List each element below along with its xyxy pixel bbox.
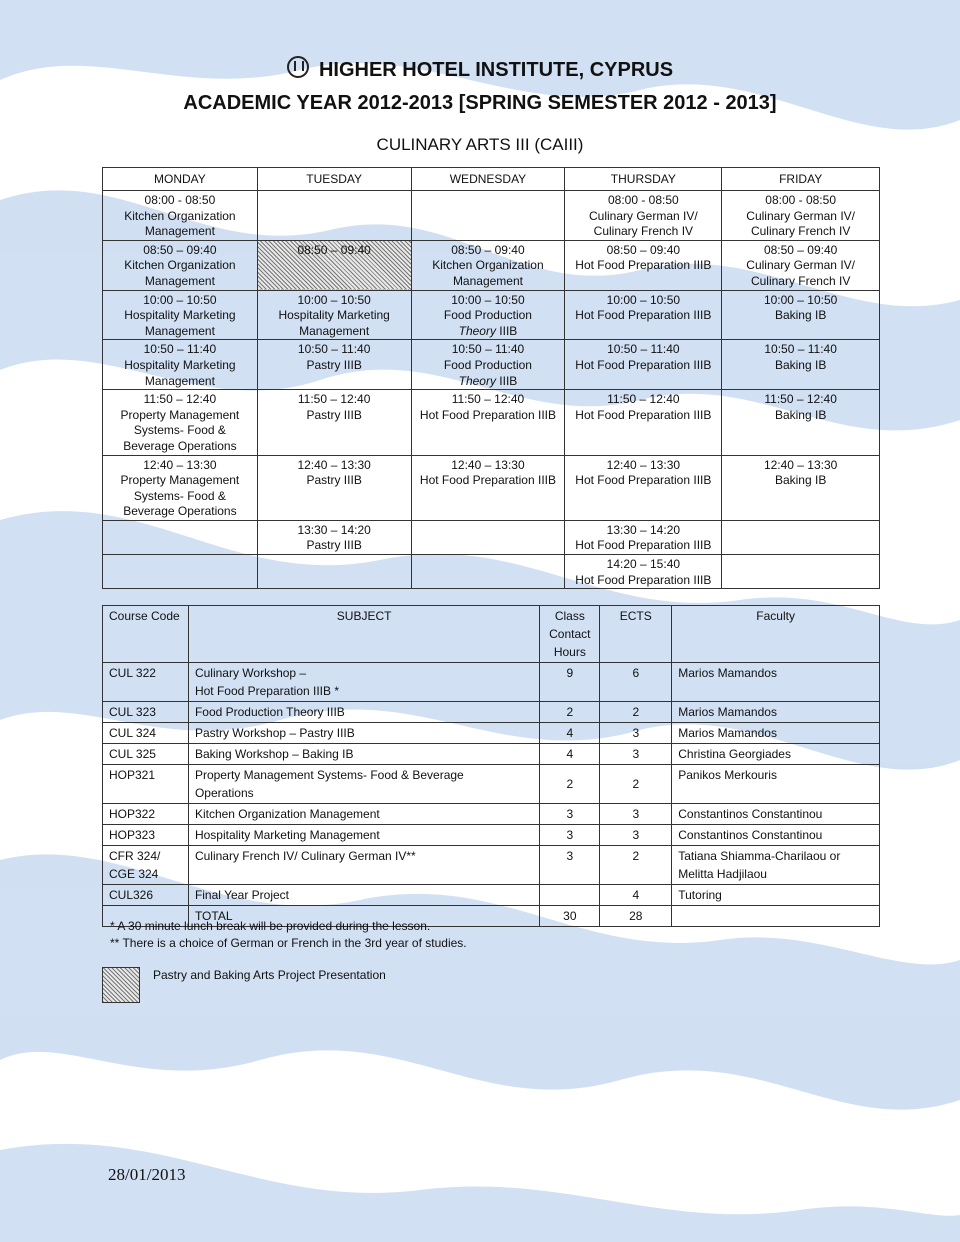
total-ects: 28 bbox=[600, 906, 672, 927]
slot-time: 10:00 – 10:50 bbox=[297, 292, 371, 307]
course-code: HOP321 bbox=[103, 765, 189, 804]
slot-subject: Property Management bbox=[120, 407, 240, 422]
code-line: CFR 324/ bbox=[109, 849, 161, 863]
faculty-line: Melitta Hadjilaou bbox=[678, 867, 767, 881]
table-row bbox=[103, 702, 880, 723]
schedule-cell bbox=[565, 555, 722, 589]
schedule-cell bbox=[722, 191, 880, 241]
slot-time: 11:50 – 12:40 bbox=[451, 392, 525, 407]
total-empty-cell bbox=[672, 906, 880, 927]
subject-line: Hot Food Preparation IIIB * bbox=[194, 684, 340, 698]
footnotes bbox=[110, 918, 467, 952]
schedule-cell bbox=[411, 340, 565, 390]
schedule-cell bbox=[722, 340, 880, 390]
course-code bbox=[103, 846, 189, 885]
header-class-contact-hours bbox=[540, 606, 600, 663]
schedule-cell bbox=[722, 455, 880, 520]
slot-time: 10:00 – 10:50 bbox=[606, 292, 681, 307]
slot-subject: Management bbox=[299, 323, 370, 338]
schedule-cell bbox=[722, 240, 880, 290]
programme-title: CULINARY ARTS III (CAIII) bbox=[376, 135, 584, 154]
schedule-cell bbox=[103, 455, 258, 520]
day-header-friday: FRIDAY bbox=[722, 168, 880, 191]
schedule-cell bbox=[103, 390, 258, 455]
slot-subject: Systems- Food & bbox=[133, 488, 226, 503]
table-row bbox=[103, 846, 880, 885]
schedule-cell bbox=[565, 340, 722, 390]
schedule-cell bbox=[411, 240, 565, 290]
header-ects: ECTS bbox=[600, 606, 672, 663]
slot-subject: Theory IIIB bbox=[458, 323, 518, 338]
schedule-cell bbox=[565, 455, 722, 520]
subject-name: Hospitality Marketing Management bbox=[188, 825, 539, 846]
subject-name bbox=[188, 663, 539, 702]
slot-subject: Hot Food Preparation IIIB bbox=[419, 407, 556, 422]
schedule-cell bbox=[565, 191, 722, 241]
subject-name: Baking Workshop – Baking IB bbox=[188, 744, 539, 765]
slot-subject: Hospitality Marketing bbox=[124, 357, 236, 372]
schedule-row bbox=[103, 240, 880, 290]
slot-subject: Management bbox=[144, 273, 215, 288]
schedule-cell bbox=[722, 390, 880, 455]
schedule-row bbox=[103, 455, 880, 520]
subject-name: Food Production Theory IIIB bbox=[188, 702, 539, 723]
schedule-header-row bbox=[103, 168, 880, 191]
slot-subject: Food Production bbox=[443, 308, 532, 323]
institute-name: HIGHER HOTEL INSTITUTE, CYPRUS bbox=[318, 59, 674, 81]
slot-subject: Kitchen Organization bbox=[432, 258, 544, 273]
ects-value: 2 bbox=[600, 702, 672, 723]
slot-subject: Systems- Food & bbox=[133, 423, 226, 438]
ects-value: 2 bbox=[600, 765, 672, 804]
slot-subject: Hot Food Preparation IIIB bbox=[575, 572, 712, 587]
schedule-cell bbox=[257, 290, 411, 340]
ects-value: 4 bbox=[600, 885, 672, 906]
slot-time: 10:50 – 11:40 bbox=[451, 342, 525, 357]
ects-value: 3 bbox=[600, 825, 672, 846]
schedule-cell bbox=[257, 455, 411, 520]
slot-subject: Kitchen Organization bbox=[124, 208, 236, 223]
schedule-cell bbox=[565, 290, 722, 340]
slot-time: 12:40 – 13:30 bbox=[606, 457, 681, 472]
faculty-name: Panikos Merkouris bbox=[672, 765, 880, 804]
ects-value: 3 bbox=[600, 804, 672, 825]
slot-time: 08:50 – 09:40 bbox=[606, 242, 681, 257]
schedule-cell-empty bbox=[103, 555, 258, 589]
schedule-cell-empty bbox=[722, 555, 880, 589]
slot-time: 08:00 - 08:50 bbox=[607, 193, 679, 207]
slot-subject: Baking IB bbox=[774, 473, 827, 488]
header-course-code: Course Code bbox=[103, 606, 189, 663]
schedule-cell bbox=[257, 340, 411, 390]
contact-hours bbox=[540, 885, 600, 906]
schedule-cell-empty bbox=[103, 520, 258, 554]
slot-time: 08:00 - 08:50 bbox=[144, 193, 216, 207]
faculty-name bbox=[672, 846, 880, 885]
table-row bbox=[103, 663, 880, 702]
slot-subject: Beverage Operations bbox=[123, 438, 237, 453]
subject-name: Kitchen Organization Management bbox=[188, 804, 539, 825]
faculty-name: Christina Georgiades bbox=[672, 744, 880, 765]
slot-subject: Baking IB bbox=[774, 357, 827, 372]
slot-subject: Culinary French IV bbox=[593, 224, 694, 239]
slot-subject: Hot Food Preparation IIIB bbox=[419, 473, 556, 488]
subjects-header-row bbox=[103, 606, 880, 663]
slot-time: 11:50 – 12:40 bbox=[607, 392, 680, 407]
slot-subject: Culinary German IV/ bbox=[746, 258, 855, 273]
slot-subject: Baking IB bbox=[774, 308, 827, 323]
schedule-cell bbox=[411, 290, 565, 340]
slot-time: 08:50 – 09:40 bbox=[763, 242, 838, 257]
table-row bbox=[103, 825, 880, 846]
slot-subject: Pastry IIIB bbox=[306, 538, 362, 553]
header-faculty: Faculty bbox=[672, 606, 880, 663]
day-header-tuesday: TUESDAY bbox=[257, 168, 411, 191]
contact-hours: 3 bbox=[540, 846, 600, 885]
schedule-cell bbox=[565, 240, 722, 290]
theory-italic-text: Theory bbox=[458, 373, 496, 388]
slot-subject: Hot Food Preparation IIIB bbox=[575, 538, 712, 553]
contact-hours: 3 bbox=[540, 804, 600, 825]
slot-time: 08:50 – 09:40 bbox=[143, 242, 217, 257]
slot-time: 10:00 – 10:50 bbox=[451, 292, 525, 307]
slot-time: 10:50 – 11:40 bbox=[143, 342, 217, 357]
subject-name: Final Year Project bbox=[188, 885, 539, 906]
slot-subject: Hot Food Preparation IIIB bbox=[575, 308, 712, 323]
schedule-cell-project-presentation bbox=[257, 240, 411, 290]
slot-time: 10:00 – 10:50 bbox=[143, 292, 217, 307]
slot-time: 08:50 – 09:40 bbox=[451, 242, 525, 257]
slot-subject: Culinary German IV/ bbox=[588, 208, 698, 223]
slot-time: 10:50 – 11:40 bbox=[297, 342, 371, 357]
ects-value: 3 bbox=[600, 744, 672, 765]
schedule-cell bbox=[257, 390, 411, 455]
schedule-cell-empty bbox=[257, 191, 411, 241]
schedule-cell bbox=[103, 340, 258, 390]
slot-subject: Hot Food Preparation IIIB bbox=[575, 473, 712, 488]
total-label: TOTAL bbox=[188, 906, 539, 927]
subject-name: Culinary French IV/ Culinary German IV** bbox=[188, 846, 539, 885]
legend-label: Pastry and Baking Arts Project Presentation bbox=[153, 968, 386, 982]
faculty-line: Tatiana Shiamma-Charilaou or bbox=[678, 849, 841, 863]
document-date: 28/01/2013 bbox=[108, 1165, 186, 1184]
schedule-cell bbox=[257, 520, 411, 554]
subject-line: Culinary Workshop – bbox=[194, 666, 307, 680]
legend-hatch-swatch bbox=[102, 967, 140, 1003]
subject-line: Operations bbox=[194, 786, 254, 800]
schedule-row bbox=[103, 191, 880, 241]
slot-time: 12:40 – 13:30 bbox=[763, 457, 838, 472]
header-hours-line: Class bbox=[554, 609, 585, 623]
slot-subject: Theory IIIB bbox=[458, 373, 518, 388]
schedule-cell bbox=[103, 240, 258, 290]
table-row bbox=[103, 723, 880, 744]
subject-name bbox=[188, 765, 539, 804]
subjects-table bbox=[102, 605, 880, 927]
slot-subject: Management bbox=[144, 224, 215, 239]
slot-subject: Management bbox=[144, 373, 215, 388]
contact-hours: 2 bbox=[540, 702, 600, 723]
slot-subject: Hospitality Marketing bbox=[278, 308, 390, 323]
table-row bbox=[103, 765, 880, 804]
schedule-row bbox=[103, 555, 880, 589]
schedule-row bbox=[103, 520, 880, 554]
day-header-thursday: THURSDAY bbox=[565, 168, 722, 191]
slot-subject: Culinary French IV bbox=[750, 273, 851, 288]
slot-subject: Property Management bbox=[120, 473, 240, 488]
contact-hours: 4 bbox=[540, 723, 600, 744]
slot-subject: Beverage Operations bbox=[123, 504, 237, 519]
header-hours-line: Hours bbox=[553, 645, 586, 659]
slot-subject: Management bbox=[452, 273, 523, 288]
slot-time: 11:50 – 12:40 bbox=[297, 392, 371, 407]
course-code: CUL 324 bbox=[103, 723, 189, 744]
schedule-cell bbox=[722, 290, 880, 340]
course-code: CUL326 bbox=[103, 885, 189, 906]
faculty-name: Constantinos Constantinou bbox=[672, 825, 880, 846]
course-code: CUL 323 bbox=[103, 702, 189, 723]
schedule-cell bbox=[103, 191, 258, 241]
slot-subject: Hot Food Preparation IIIB bbox=[575, 258, 712, 273]
day-header-monday: MONDAY bbox=[103, 168, 258, 191]
schedule-cell-empty bbox=[722, 520, 880, 554]
schedule-cell bbox=[411, 455, 565, 520]
footnote-language-choice: ** There is a choice of German or French in the 3rd year of studies. bbox=[110, 936, 467, 950]
schedule-cell bbox=[103, 290, 258, 340]
ects-value: 3 bbox=[600, 723, 672, 744]
faculty-name: Constantinos Constantinou bbox=[672, 804, 880, 825]
schedule-cell-empty bbox=[411, 191, 565, 241]
slot-time: 08:00 - 08:50 bbox=[765, 193, 836, 207]
slot-time: 11:50 – 12:40 bbox=[764, 392, 837, 407]
contact-hours: 4 bbox=[540, 744, 600, 765]
slot-subject: Kitchen Organization bbox=[124, 258, 236, 273]
theory-italic-text: Theory bbox=[458, 323, 496, 338]
contact-hours: 3 bbox=[540, 825, 600, 846]
schedule-row bbox=[103, 390, 880, 455]
slot-subject: Hot Food Preparation IIIB bbox=[575, 407, 712, 422]
slot-subject: Baking IB bbox=[774, 407, 827, 422]
table-row bbox=[103, 885, 880, 906]
slot-time: 10:50 – 11:40 bbox=[764, 342, 837, 357]
subject-line: Property Management Systems- Food & Beverage bbox=[194, 768, 464, 782]
slot-time: 10:50 – 11:40 bbox=[607, 342, 680, 357]
schedule-cell bbox=[411, 390, 565, 455]
contact-hours: 2 bbox=[540, 765, 600, 804]
faculty-name: Marios Mamandos bbox=[672, 723, 880, 744]
slot-time: 14:20 – 15:40 bbox=[606, 557, 681, 572]
header-subject: SUBJECT bbox=[188, 606, 539, 663]
slot-subject: Pastry IIIB bbox=[306, 407, 362, 422]
weekly-schedule-table bbox=[102, 167, 880, 589]
slot-subject: Management bbox=[144, 323, 215, 338]
schedule-cell-empty bbox=[411, 520, 565, 554]
slot-subject: Culinary French IV bbox=[750, 224, 851, 239]
course-code: CUL 322 bbox=[103, 663, 189, 702]
slot-time: 13:30 – 14:20 bbox=[606, 522, 681, 537]
slot-time: 13:30 – 14:20 bbox=[297, 522, 371, 537]
day-header-wednesday: WEDNESDAY bbox=[411, 168, 565, 191]
slot-time: 08:50 – 09:40 bbox=[297, 242, 371, 257]
institute-title bbox=[0, 56, 960, 82]
table-row bbox=[103, 744, 880, 765]
slot-subject: Pastry IIIB bbox=[306, 357, 362, 372]
subject-name: Pastry Workshop – Pastry IIIB bbox=[188, 723, 539, 744]
contact-hours: 9 bbox=[540, 663, 600, 702]
schedule-row bbox=[103, 290, 880, 340]
header-hours-line: Contact bbox=[549, 627, 591, 641]
ects-value: 6 bbox=[600, 663, 672, 702]
course-code: HOP323 bbox=[103, 825, 189, 846]
schedule-cell-empty bbox=[411, 555, 565, 589]
slot-subject: Hot Food Preparation IIIB bbox=[575, 357, 712, 372]
slot-time: 12:40 – 13:30 bbox=[297, 457, 371, 472]
schedule-cell bbox=[565, 520, 722, 554]
faculty-name: Marios Mamandos bbox=[672, 663, 880, 702]
table-row bbox=[103, 804, 880, 825]
slot-time: 11:50 – 12:40 bbox=[143, 392, 217, 407]
course-code: HOP322 bbox=[103, 804, 189, 825]
ects-value: 2 bbox=[600, 846, 672, 885]
course-code: CUL 325 bbox=[103, 744, 189, 765]
footnote-lunch-break: * A 30 minute lunch break will be provided during the lesson. bbox=[110, 919, 431, 933]
slot-subject: Pastry IIIB bbox=[306, 473, 362, 488]
slot-subject: Hospitality Marketing bbox=[124, 308, 236, 323]
slot-time: 12:40 – 13:30 bbox=[451, 457, 525, 472]
schedule-cell bbox=[565, 390, 722, 455]
slot-time: 10:00 – 10:50 bbox=[763, 292, 838, 307]
schedule-cell-empty bbox=[257, 555, 411, 589]
institute-logo-icon bbox=[287, 56, 309, 78]
faculty-name: Tutoring bbox=[672, 885, 880, 906]
schedule-row bbox=[103, 340, 880, 390]
academic-year-title: ACADEMIC YEAR 2012-2013 [SPRING SEMESTER 2012 - 2013] bbox=[183, 92, 777, 114]
slot-time: 12:40 – 13:30 bbox=[143, 457, 217, 472]
faculty-name: Marios Mamandos bbox=[672, 702, 880, 723]
slot-subject: Food Production bbox=[443, 357, 532, 372]
slot-subject: Culinary German IV/ bbox=[746, 208, 855, 223]
code-line: CGE 324 bbox=[109, 867, 159, 881]
total-hours: 30 bbox=[540, 906, 600, 927]
